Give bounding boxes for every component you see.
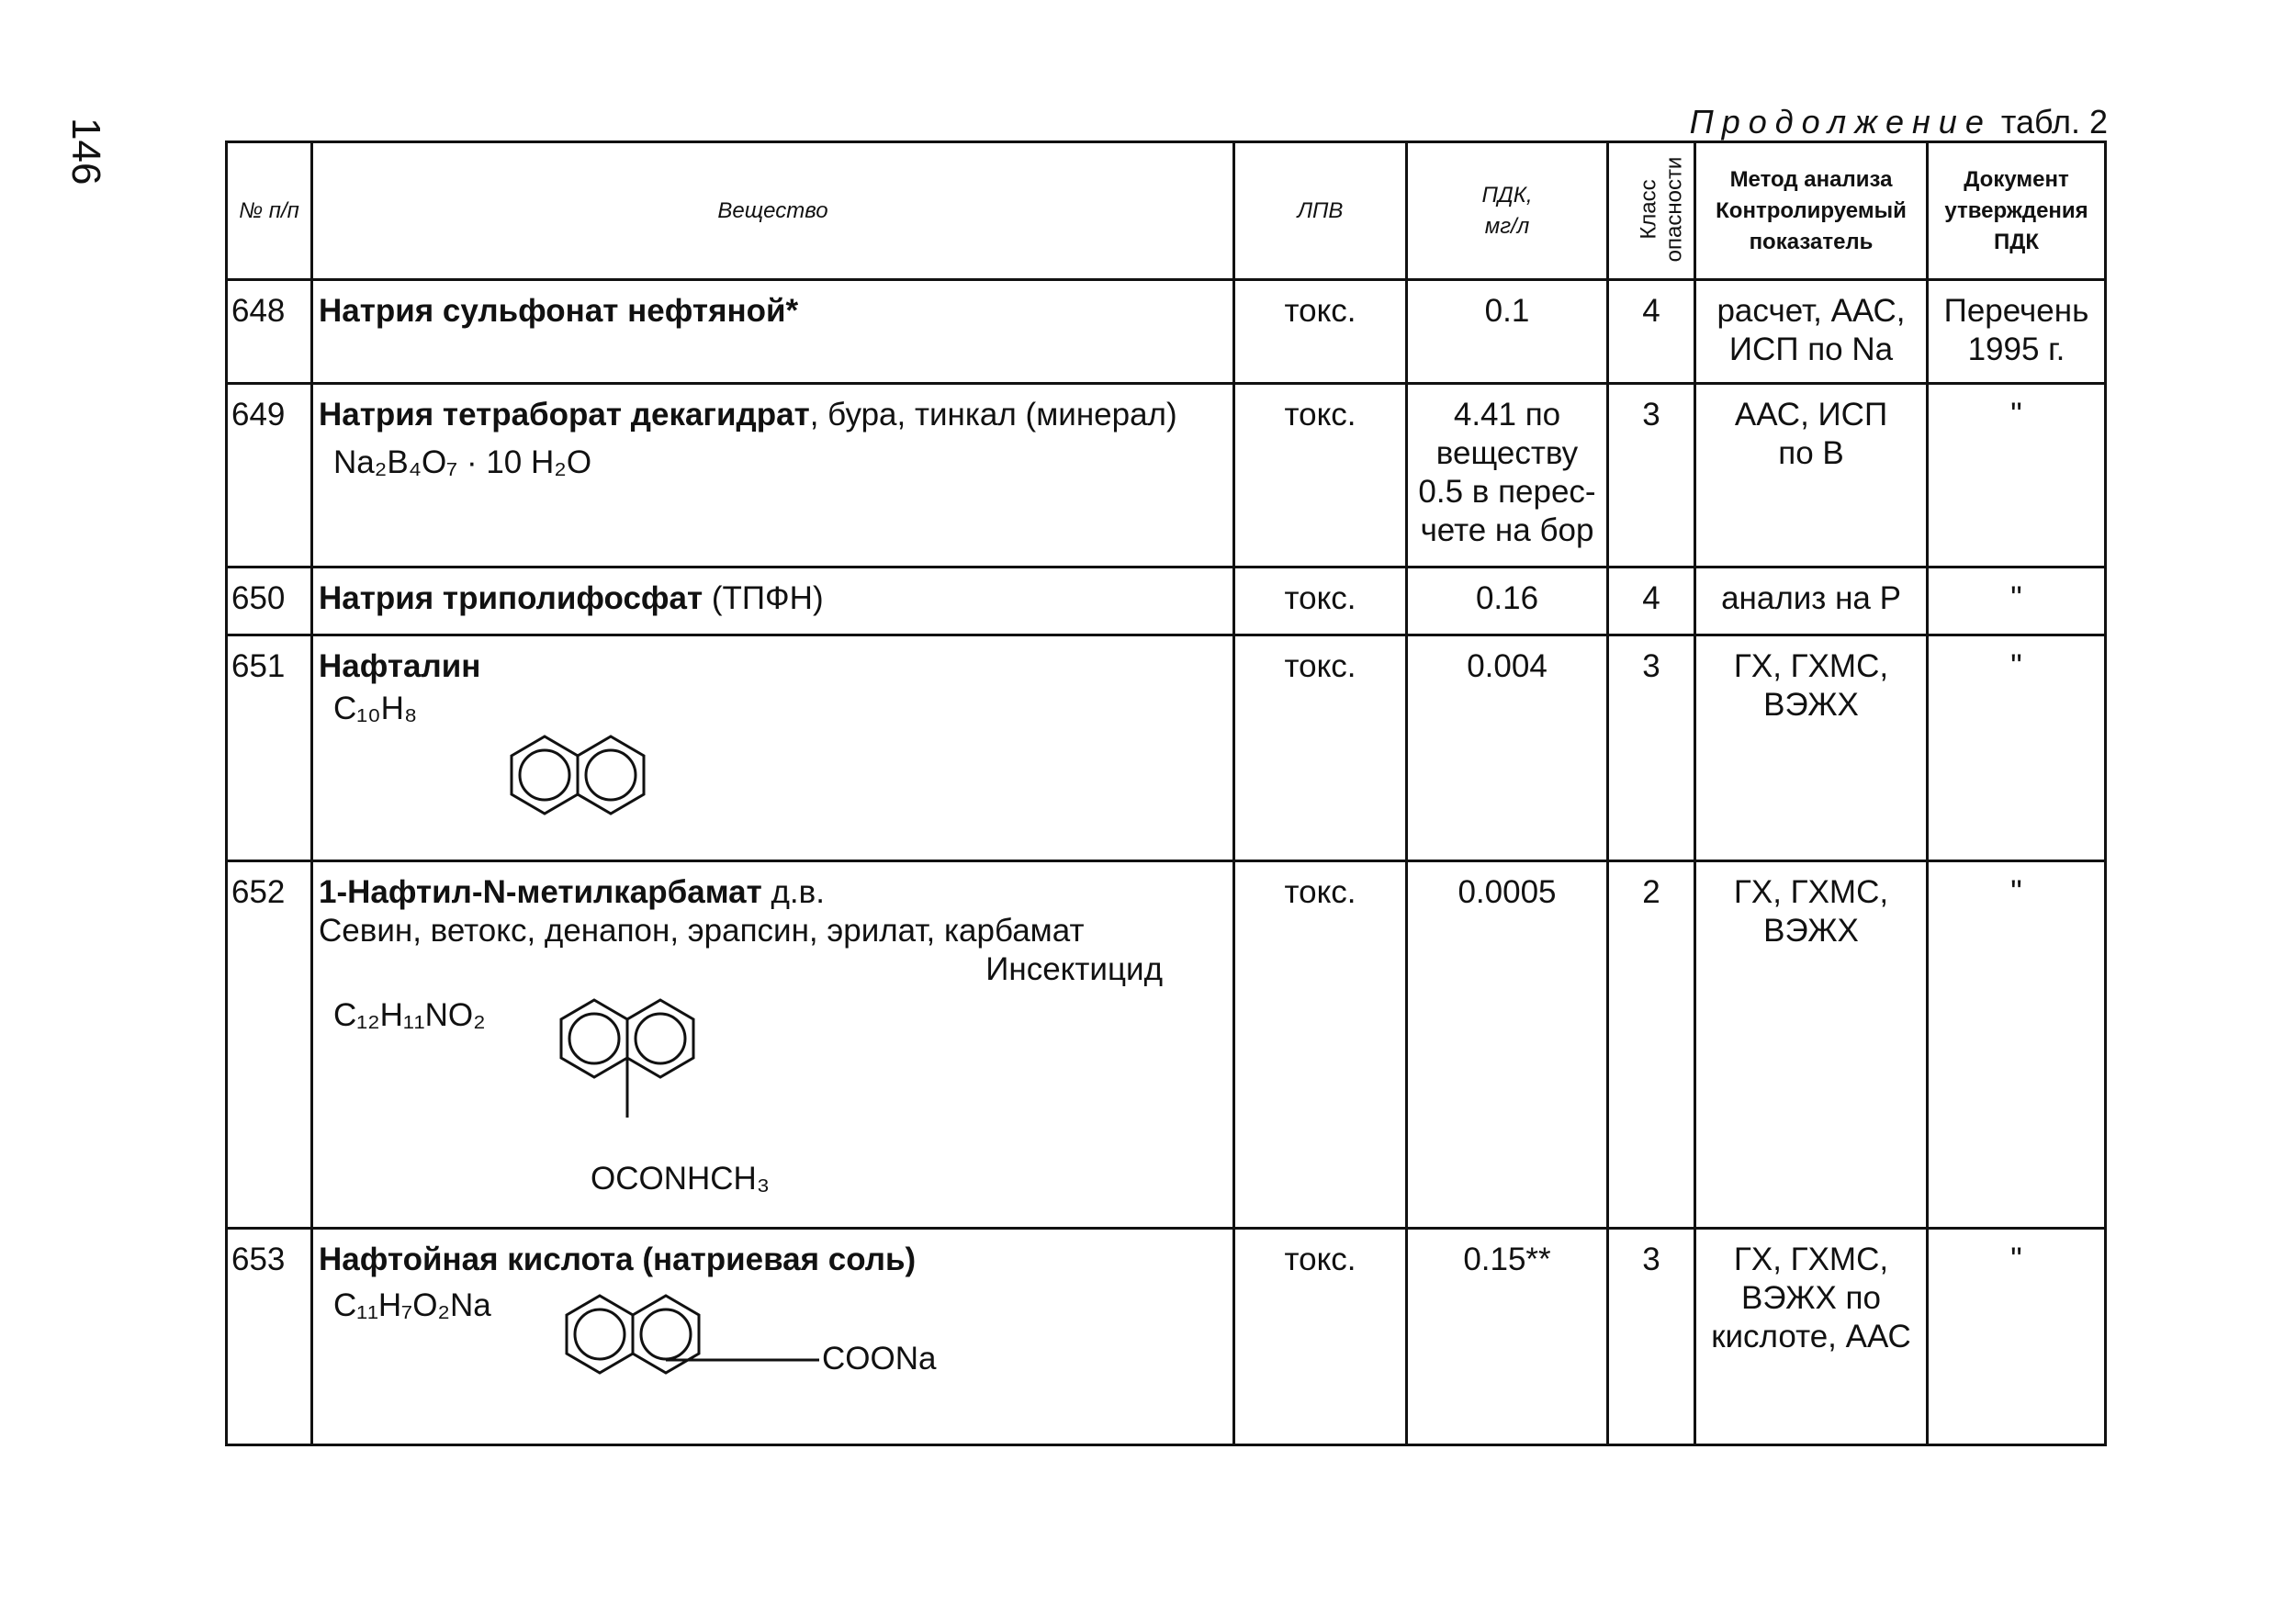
method-line: ИСП по Na [1728, 332, 1894, 367]
header-doc-line: Документ [1964, 166, 2069, 192]
row-doc [1928, 280, 2106, 384]
substance-synonyms: (ТПФН) [703, 580, 824, 616]
row-lpv: токс. [1234, 861, 1407, 1229]
row-substance [312, 568, 1234, 635]
substituent-label: OCONHCH₃ [591, 1161, 771, 1197]
table-row [227, 635, 2106, 861]
row-method [1695, 1229, 1928, 1445]
naphthalene-structure [319, 686, 1227, 824]
row-lpv: токс. [1234, 1229, 1407, 1445]
method-line: анализ на Р [1721, 580, 1901, 616]
row-substance [312, 861, 1234, 1229]
header-class-line: опасности [1661, 156, 1687, 263]
header-hazard-class [1608, 142, 1695, 280]
substance-tag: д.в. [761, 874, 825, 910]
header-doc-line: утверждения [1944, 197, 2088, 223]
method-line: ГХ, ГХМС, [1733, 1242, 1889, 1277]
header-row [227, 142, 2106, 280]
pdk-line: веществу [1435, 435, 1579, 471]
method-line: по В [1778, 435, 1844, 471]
row-method [1695, 384, 1928, 568]
substance-use: Инсектицид [985, 951, 1163, 987]
row-substance [312, 635, 1234, 861]
pdk-line: 0.1 [1484, 293, 1530, 329]
row-method [1695, 280, 1928, 384]
row-method [1695, 861, 1928, 1229]
row-num: 653 [227, 1229, 312, 1445]
caption-continuation: Продолжение [1689, 103, 1992, 140]
row-doc [1928, 861, 2106, 1229]
row-lpv: токс. [1234, 568, 1407, 635]
row-substance [312, 280, 1234, 384]
row-pdk [1407, 568, 1608, 635]
row-method [1695, 568, 1928, 635]
substance-synonyms: Севин, ветокс, денапон, эрапсин, эрилат, карбамат [319, 913, 1085, 949]
method-line: ГХ, ГХМС, [1733, 648, 1889, 684]
doc-line: " [2010, 1242, 2022, 1277]
method-line: ВЭЖХ [1763, 687, 1859, 723]
row-class: 3 [1608, 635, 1695, 861]
page-number: 146 [63, 118, 108, 185]
substance-name: 1-Нафтил-N-метилкарбамат [319, 874, 762, 910]
pdk-line: 4.41 по [1453, 397, 1561, 433]
header-pdk-line: ПДК, [1481, 182, 1533, 208]
row-pdk [1407, 861, 1608, 1229]
doc-line: Перечень [1943, 293, 2089, 329]
pdk-line: 0.004 [1467, 648, 1548, 684]
row-doc [1928, 635, 2106, 861]
substance-formula: C₁₀H₈ [333, 691, 418, 726]
header-method-line: Метод анализа [1729, 166, 1893, 192]
pdk-line: 0.16 [1475, 580, 1539, 616]
row-class: 3 [1608, 384, 1695, 568]
row-num: 650 [227, 568, 312, 635]
row-substance [312, 384, 1234, 568]
pdk-line: чете на бор [1420, 512, 1594, 548]
table-caption [1690, 103, 2108, 141]
row-pdk [1407, 384, 1608, 568]
method-line: ГХ, ГХМС, [1733, 874, 1889, 910]
doc-line: " [2010, 580, 2022, 616]
row-lpv: токс. [1234, 635, 1407, 861]
pdk-line: 0.0005 [1458, 874, 1557, 910]
row-doc [1928, 568, 2106, 635]
table-row [227, 384, 2106, 568]
pdk-line: 0.15** [1463, 1242, 1551, 1277]
row-pdk [1407, 1229, 1608, 1445]
row-pdk [1407, 635, 1608, 861]
substituent-label: COONa [822, 1341, 937, 1377]
doc-line: " [2010, 874, 2022, 910]
row-num: 651 [227, 635, 312, 861]
substance-formula: C₁₂H₁₁NO₂ [333, 997, 486, 1033]
header-substance: Вещество [312, 142, 1234, 280]
method-line: кислоте, ААС [1711, 1319, 1911, 1354]
doc-line: " [2010, 648, 2022, 684]
header-document [1928, 142, 2106, 280]
row-class: 3 [1608, 1229, 1695, 1445]
row-doc [1928, 1229, 2106, 1445]
substance-name: Натрия сульфонат нефтяной* [319, 293, 799, 329]
table-row [227, 861, 2106, 1229]
caption-table-ref: табл. 2 [2000, 103, 2108, 140]
header-method [1695, 142, 1928, 280]
row-lpv: токс. [1234, 384, 1407, 568]
table-row [227, 1229, 2106, 1445]
substances-table [225, 140, 2107, 1446]
row-class: 4 [1608, 280, 1695, 384]
row-method [1695, 635, 1928, 861]
substance-name: Натрия тетраборат декагидрат [319, 397, 810, 433]
header-pdk-line: мг/л [1484, 213, 1530, 239]
header-method-line: показатель [1749, 229, 1874, 254]
method-line: ААС, ИСП [1734, 397, 1888, 433]
substance-formula: Na₂B₄O₇ · 10 H₂O [333, 444, 592, 480]
doc-line: 1995 г. [1967, 332, 2065, 367]
row-doc [1928, 384, 2106, 568]
header-class-line: Класс [1636, 179, 1661, 240]
header-num: № п/п [227, 142, 312, 280]
row-num: 652 [227, 861, 312, 1229]
table-row [227, 280, 2106, 384]
doc-line: " [2010, 397, 2022, 433]
method-line: ВЭЖХ по [1741, 1280, 1881, 1316]
row-lpv: токс. [1234, 280, 1407, 384]
row-class: 2 [1608, 861, 1695, 1229]
substance-name: Нафталин [319, 648, 481, 684]
pdk-line: 0.5 в перес- [1418, 474, 1596, 510]
header-method-line: Контролируемый [1716, 197, 1907, 223]
substance-formula: C₁₁H₇O₂Na [333, 1287, 491, 1323]
header-doc-line: ПДК [1994, 229, 2039, 254]
row-pdk [1407, 280, 1608, 384]
header-pdk [1407, 142, 1608, 280]
row-num: 648 [227, 280, 312, 384]
carbaryl-structure [319, 989, 1227, 1209]
row-num: 649 [227, 384, 312, 568]
row-substance [312, 1229, 1234, 1445]
substance-synonyms: , бура, тинкал (минерал) [809, 397, 1177, 433]
table-row [227, 568, 2106, 635]
substance-name: Нафтойная кислота (натриевая соль) [319, 1242, 917, 1277]
header-lpv: ЛПВ [1234, 142, 1407, 280]
row-class: 4 [1608, 568, 1695, 635]
naphthoate-structure [319, 1279, 1227, 1417]
method-line: ВЭЖХ [1763, 913, 1859, 949]
method-line: расчет, ААС, [1716, 293, 1906, 329]
substance-name: Натрия триполифосфат [319, 580, 703, 616]
